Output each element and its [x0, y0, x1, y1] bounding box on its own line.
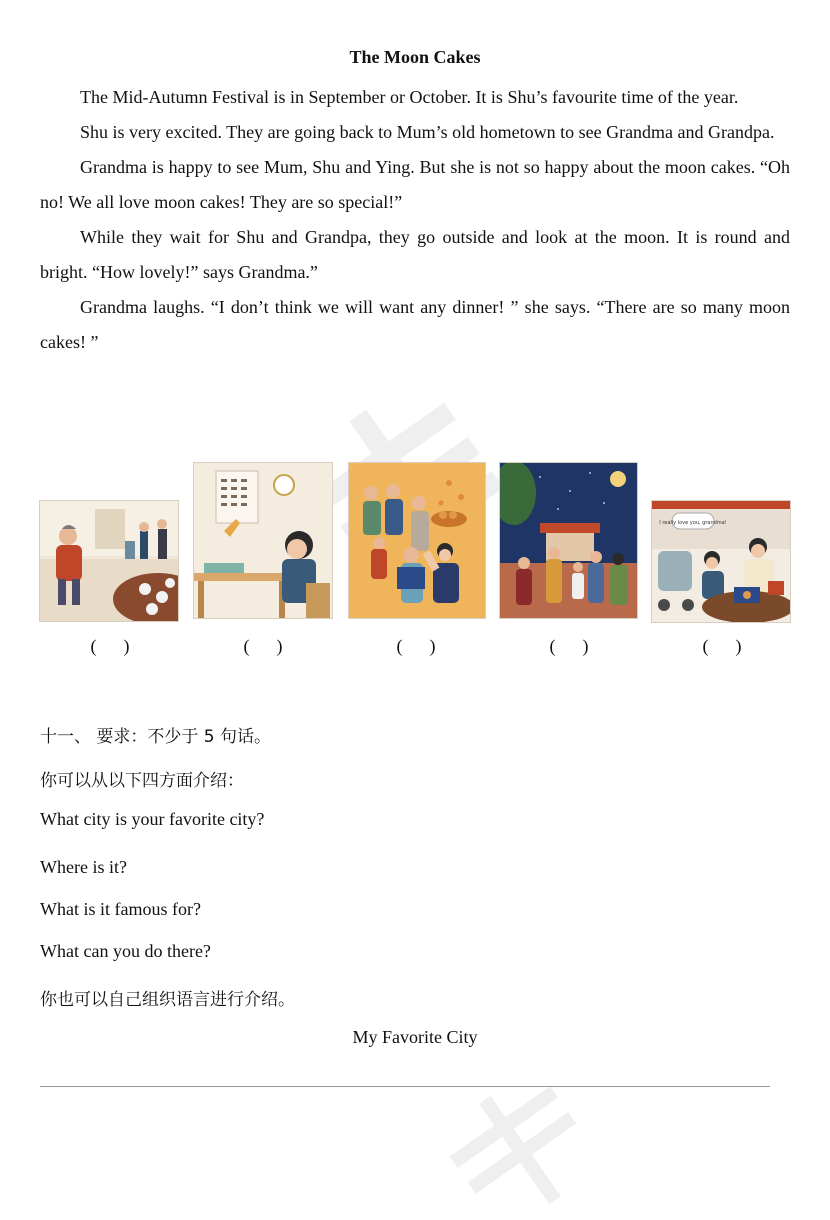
answer-blank-3[interactable]: ( )	[396, 636, 436, 656]
picture-2	[193, 462, 333, 619]
picture-4	[499, 462, 638, 619]
family-mooncakes-illustration-icon	[349, 463, 485, 618]
answer-blank-2[interactable]: ( )	[243, 636, 283, 656]
story-title: The Moon Cakes	[349, 47, 481, 67]
story-paragraph: Shu is very excited. They are going back to Mum’s old hometown to see Grandma and Grandpa.	[80, 122, 775, 142]
story-paragraph: While they wait for Shu and Grandpa, they go outside and look at the moon. It is round and bright. “How lovely!” says Grandma.”	[40, 227, 790, 282]
speech-bubble-text: I really love you, grandma!	[659, 520, 727, 526]
answer-blank-1[interactable]: ( )	[90, 636, 130, 656]
story-paragraph: Grandma is happy to see Mum, Shu and Ying. But she is not so happy about the moon cakes. “Oh no! We all love moon cakes! They are so special!”	[40, 157, 790, 212]
story-paragraph: Grandma laughs. “I don’t think we will want any dinner! ” she says. “There are so many moon cakes! ”	[40, 297, 790, 352]
task-question-2: Where is it?	[40, 857, 127, 877]
composition-title: My Favorite City	[352, 1027, 478, 1047]
task-question-1: What city is your favorite city?	[40, 809, 265, 829]
task-question-3: What is it famous for?	[40, 899, 201, 919]
picture-1	[39, 500, 179, 622]
task-heading: 十一、 要求：不少于 5 句话。	[40, 727, 272, 747]
answer-blank-4[interactable]: ( )	[549, 636, 589, 656]
picture-3	[348, 462, 486, 619]
writing-line[interactable]	[40, 1086, 770, 1087]
stroller-kitchen-illustration-icon	[652, 501, 790, 622]
picture-5	[651, 500, 791, 623]
night-moon-illustration-icon	[500, 463, 637, 618]
watermark-icon	[430, 1080, 610, 1220]
answer-blank-5[interactable]: ( )	[702, 636, 742, 656]
task-closing: 你也可以自己组织语言进行介绍。	[40, 990, 295, 1010]
task-question-4: What can you do there?	[40, 941, 211, 961]
task-intro: 你可以从以下四方面介绍：	[40, 771, 244, 791]
dinner-table-illustration-icon	[40, 501, 178, 621]
story-paragraph: The Mid-Autumn Festival is in September or October. It is Shu’s favourite time of the year.	[80, 87, 739, 107]
calendar-desk-illustration-icon	[194, 463, 332, 618]
